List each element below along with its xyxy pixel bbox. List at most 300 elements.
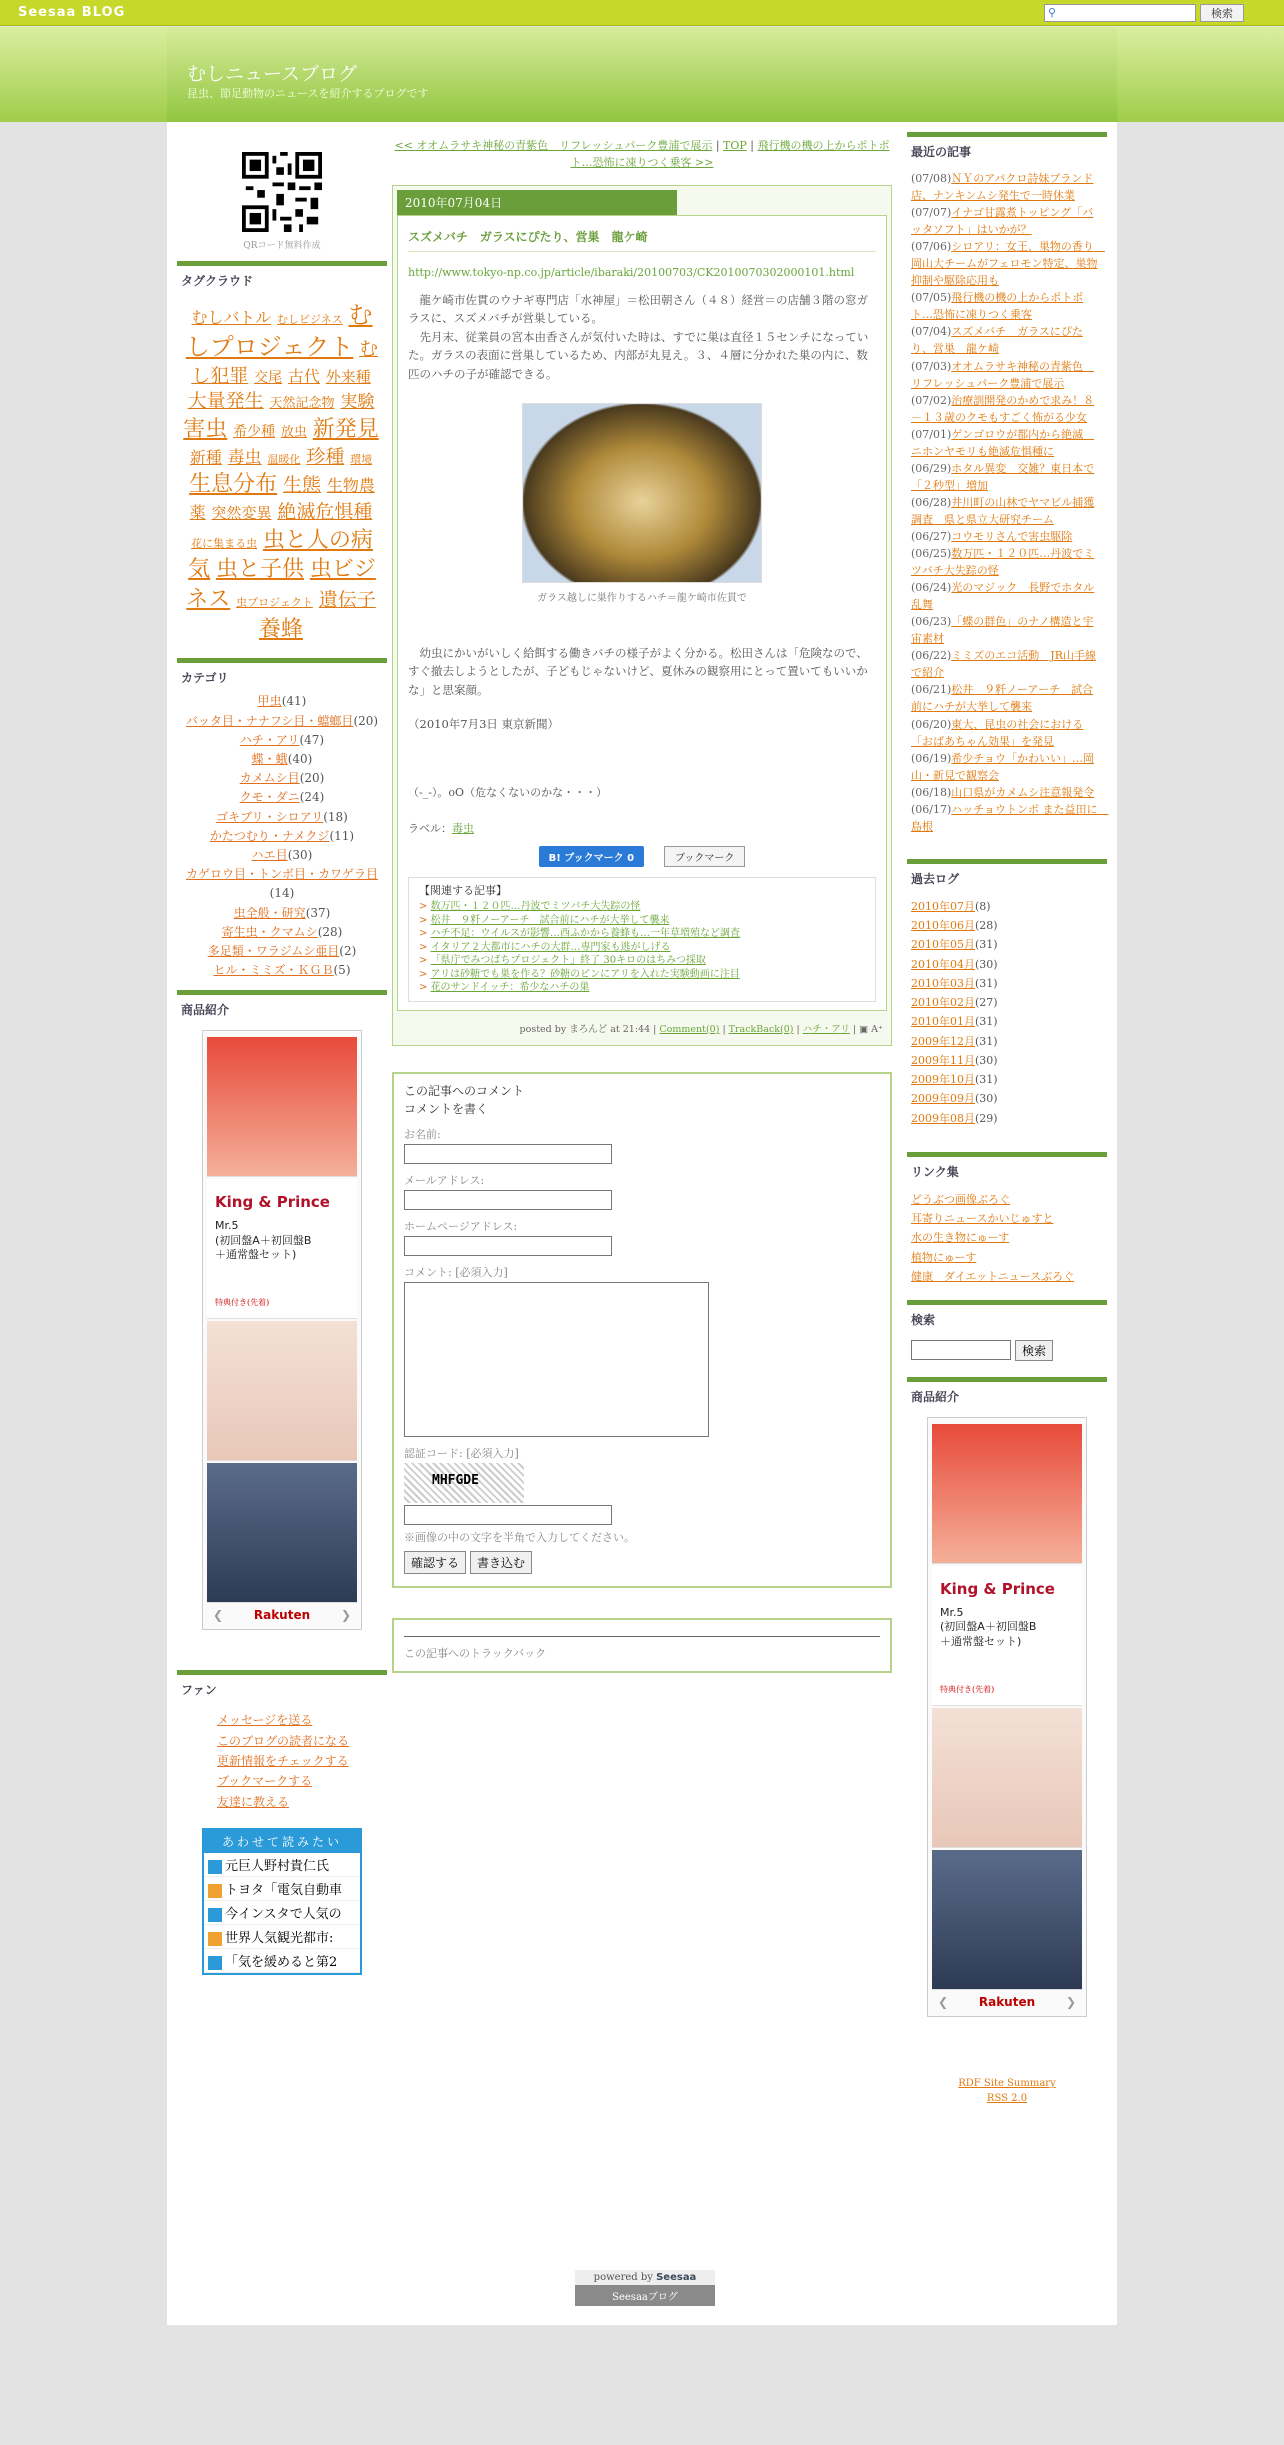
- category-count: (40): [287, 752, 313, 767]
- category-item: [177, 961, 387, 980]
- recent-item: [911, 289, 1103, 323]
- rakuten-widget: [202, 1030, 362, 1630]
- captcha-note: ※画像の中の文字を半角で入力してください。: [404, 1530, 635, 1544]
- side-search-box: [907, 1300, 1107, 1367]
- recent-item: [911, 170, 1103, 204]
- recent-date: (06/18): [911, 785, 952, 799]
- recent-link[interactable]: 松井 ９粁ノーアーチ 試合前にハチが大挙して襲来: [911, 683, 1094, 714]
- product-note: 特典付き(先着): [215, 1298, 270, 1308]
- recent-link[interactable]: 東大、昆虫の社会における「おばあちゃん効果」を発見: [911, 717, 1084, 748]
- tag-link[interactable]: 新種: [189, 447, 222, 467]
- category-item: [177, 712, 387, 731]
- trackback-box: [392, 1618, 892, 1673]
- recent-link[interactable]: ホタル異変 交雑？東日本で「２秒型」増加: [911, 461, 1095, 492]
- recent-link[interactable]: スズメバチ ガラスにぴたり、営巣 龍ケ崎: [911, 325, 1083, 356]
- recent-date: (07/06): [911, 240, 952, 254]
- recent-item: [911, 426, 1103, 460]
- archive-link[interactable]: 2010年01月: [911, 1015, 975, 1029]
- product-title: 商品紹介: [177, 990, 387, 1024]
- archive-link[interactable]: 2010年04月: [911, 957, 975, 971]
- archive-count: (31): [975, 1073, 998, 1087]
- category-link[interactable]: カゲロウ目・トンボ目・カワゲラ目: [185, 867, 378, 882]
- top-search-input[interactable]: [1044, 4, 1196, 22]
- tag-link[interactable]: むし犯罪: [191, 338, 379, 387]
- tag-link[interactable]: 毒虫: [227, 447, 262, 468]
- link-item: [911, 1209, 1103, 1228]
- archive-count: (8): [975, 899, 991, 913]
- comment-label: コメント: [必須入力]: [404, 1265, 508, 1279]
- awase-text: 今インスタで人気の: [225, 1907, 342, 1923]
- submit-button[interactable]: 書き込む: [470, 1551, 532, 1574]
- name-label: お名前:: [404, 1127, 441, 1141]
- tag-link[interactable]: 温暖化: [267, 452, 301, 466]
- external-link[interactable]: 植物にゅーす: [911, 1250, 977, 1264]
- archive-link[interactable]: 2010年05月: [911, 938, 975, 952]
- recent-item: [911, 579, 1103, 613]
- recent-item: [911, 460, 1103, 494]
- recent-link[interactable]: オオムラサキ神秘の青紫色 リフレッシュパーク豊浦で展示: [911, 359, 1094, 390]
- tag-link[interactable]: 生物農薬: [189, 476, 375, 523]
- related-item: [419, 900, 865, 914]
- archive-count: (29): [975, 1111, 998, 1125]
- fan-title: ファン: [177, 1670, 387, 1704]
- archive-link[interactable]: 2010年02月: [911, 996, 975, 1010]
- archive-link[interactable]: 2009年12月: [911, 1034, 975, 1048]
- category-count: (24): [299, 790, 325, 805]
- related-link[interactable]: ハチ不足：ウイルスが影響…西ふかから養蜂も…一年草増殖など調査: [430, 928, 740, 940]
- category-link[interactable]: ゴキブリ・シロアリ: [216, 809, 324, 824]
- recent-link[interactable]: 山口県がカメムシ注意報発令: [951, 785, 1095, 799]
- tag-link[interactable]: 珍種: [306, 445, 345, 468]
- fan-link[interactable]: メッセージを送る: [217, 1713, 313, 1728]
- tag-link[interactable]: 虫と人の病気: [188, 527, 373, 583]
- recent-date: (06/22): [911, 649, 952, 663]
- search-icon: ⚲: [1048, 6, 1057, 19]
- mail-label: メールアドレス:: [404, 1173, 485, 1187]
- tag-link[interactable]: 実験: [340, 392, 375, 413]
- archive-count: (27): [975, 996, 998, 1010]
- blog-entry: [392, 185, 892, 1046]
- awase-item[interactable]: [204, 1853, 360, 1877]
- tag-link[interactable]: むしプロジェクト: [185, 301, 373, 362]
- fan-item: [197, 1771, 367, 1791]
- recent-link[interactable]: 井川町の山林でヤマビル捕獲調査 県と県立大研究チーム: [911, 495, 1095, 526]
- recent-date: (06/21): [911, 683, 952, 697]
- awase-item[interactable]: [204, 1901, 360, 1925]
- archive-link[interactable]: 2010年06月: [911, 919, 975, 933]
- category-link[interactable]: カメムシ目: [239, 771, 300, 786]
- category-link[interactable]: ヒル・ミミズ・ＫＧＢ: [213, 963, 334, 978]
- product-item[interactable]: [207, 1037, 357, 1177]
- category-item: [177, 942, 387, 961]
- category-item: [177, 788, 387, 807]
- recent-link[interactable]: ゲンゴロウが都内から絶滅 ニホンヤモリも絶滅危惧種に: [911, 427, 1095, 458]
- recent-item: [911, 716, 1103, 750]
- archive-item: [911, 897, 1103, 916]
- recent-date: (07/07): [911, 206, 952, 220]
- awase-text: 世界人気観光都市:: [225, 1931, 334, 1947]
- awase-list: [204, 1853, 360, 1973]
- entry-paragraph: 龍ケ崎市佐貫のウナギ専門店「水神屋」＝松田朝さん（４８）経営＝の店舗３階の窓ガラスに、スズメバチが営巣している。: [408, 293, 868, 326]
- feed-icon: [208, 1956, 222, 1970]
- tag-link[interactable]: 大量発生: [187, 390, 264, 413]
- category-item: [177, 846, 387, 865]
- link-item: [911, 1228, 1103, 1247]
- product-item[interactable]: [932, 1850, 1082, 1990]
- seesaa-logo[interactable]: Seesaa BLOG: [18, 5, 126, 20]
- entry-comment: （-_-）。oO（危なくないのかな・・・）: [408, 785, 608, 799]
- awase-item[interactable]: [204, 1877, 360, 1901]
- category-count: (18): [323, 809, 348, 824]
- bookmark-buttons: [408, 846, 876, 867]
- category-count: (47): [299, 732, 325, 747]
- recent-item: [911, 238, 1103, 289]
- tag-link[interactable]: 虫ビジネス: [186, 557, 376, 613]
- fan-item: [197, 1792, 367, 1812]
- top-search-button[interactable]: 検索: [1200, 4, 1244, 22]
- feed-icon: [208, 1860, 222, 1874]
- recent-link[interactable]: 治療訓開発のかめで求み！８－１３歳のクモもすごく怖がる少女: [911, 393, 1095, 424]
- comment-textarea[interactable]: [404, 1282, 709, 1437]
- related-item: [419, 914, 865, 928]
- camera-icon[interactable]: ▣: [859, 1023, 869, 1035]
- recent-item: [911, 801, 1109, 835]
- recent-link[interactable]: ミミズのエコ活動 JR山手線で紹介: [911, 649, 1096, 680]
- category-item: [177, 731, 387, 750]
- name-field[interactable]: [404, 1144, 612, 1164]
- related-link[interactable]: 花のサンドイッチ：希少なハチの巣: [430, 982, 590, 994]
- fan-item: [197, 1751, 367, 1771]
- category-link[interactable]: 虫全般・研究: [233, 905, 306, 920]
- related-link[interactable]: 数万匹・１２０匹…丹波でミツバチ大失踪の怪: [430, 901, 641, 913]
- photo-caption: ガラス越しに巣作りするハチ＝龍ケ崎市佐貫で: [537, 592, 747, 604]
- archive-title: 過去ログ: [907, 859, 1107, 893]
- email-field[interactable]: [404, 1190, 612, 1210]
- archive-count: (31): [975, 976, 998, 990]
- category-title: カテゴリ: [177, 658, 387, 692]
- tag-link[interactable]: むしビジネス: [277, 313, 343, 326]
- archive-item: [911, 935, 1103, 954]
- feed-icon: [208, 1884, 222, 1898]
- fan-link[interactable]: 更新情報をチェックする: [217, 1754, 349, 1769]
- external-link[interactable]: 水の生き物にゅーす: [911, 1231, 1010, 1245]
- fan-item: [197, 1731, 367, 1751]
- archive-count: (30): [975, 1092, 998, 1106]
- tag-link[interactable]: 古代: [287, 366, 320, 386]
- blog-title[interactable]: むしニュースブログ: [187, 63, 358, 85]
- archive-item: [911, 1109, 1103, 1128]
- recent-item: [911, 528, 1103, 545]
- recent-link[interactable]: イナゴ甘露煮トッピング「バッタソフト」はいかが？: [911, 206, 1094, 237]
- related-item: [419, 981, 865, 995]
- archive-count: (30): [975, 957, 998, 971]
- product-item[interactable]: [207, 1179, 357, 1319]
- recent-link[interactable]: 希少チョウ「かわいい」…岡山・新見で観察会: [911, 751, 1094, 782]
- archive-count: (31): [975, 1034, 998, 1048]
- tag-link[interactable]: むしバトル: [191, 308, 272, 327]
- archive-item: [911, 1032, 1103, 1051]
- category-item: [177, 750, 387, 769]
- category-link[interactable]: ハチ・アリ: [239, 732, 300, 747]
- comment-subheading: コメントを書く: [404, 1101, 489, 1116]
- entry-source: （2010年7月3日 東京新聞）: [408, 717, 560, 732]
- tag-link[interactable]: 花に集まる虫: [191, 536, 258, 550]
- qr-caption[interactable]: QRコード無料作成: [243, 241, 321, 251]
- category-item: [177, 827, 387, 846]
- source-url-link[interactable]: http://www.tokyo-np.co.jp/article/ibaraki/20100703/CK2010070302000101.html: [408, 266, 855, 279]
- divider: [404, 1636, 880, 1637]
- category-count: (37): [305, 905, 331, 920]
- link-item: [911, 1267, 1103, 1286]
- confirm-button[interactable]: 確認する: [404, 1551, 466, 1574]
- related-link[interactable]: 「県庁でみつばちプロジェクト」終了 30キロのはちみつ採取: [430, 955, 706, 967]
- recent-item: [911, 784, 1103, 801]
- category-link[interactable]: かたつむり・ナメクジ: [209, 828, 330, 843]
- tag-link[interactable]: 希少種: [233, 424, 276, 441]
- tag-link[interactable]: 放虫: [280, 425, 307, 441]
- category-link[interactable]: ハチ・アリ: [802, 1023, 850, 1035]
- rdf-link[interactable]: RDF Site Summary: [958, 2078, 1056, 2090]
- recent-date: (06/17): [911, 802, 952, 816]
- recent-item: [911, 494, 1103, 528]
- recent-item: [911, 545, 1103, 579]
- feed-icon: [208, 1908, 222, 1922]
- nav-top-link[interactable]: TOP: [723, 139, 747, 152]
- archive-item: [911, 916, 1103, 935]
- tag-cloud: [177, 295, 387, 648]
- archive-item: [911, 955, 1103, 974]
- tag-link[interactable]: 天然記念物: [269, 396, 335, 412]
- trackback-link[interactable]: TrackBack(0): [728, 1023, 794, 1035]
- comment-form: [392, 1072, 892, 1588]
- category-item: [177, 769, 387, 788]
- recent-list: [907, 166, 1107, 839]
- awase-item[interactable]: [204, 1949, 360, 1973]
- category-item: [177, 808, 387, 827]
- powered-by-logo[interactable]: powered by Seesaa: [575, 2270, 715, 2285]
- tag-link[interactable]: 新発見: [312, 417, 379, 443]
- fan-link[interactable]: 友達に教える: [217, 1794, 290, 1809]
- right-product-title: 商品紹介: [907, 1377, 1107, 1411]
- blog-description: 昆虫、節足動物のニュースを紹介するブログです: [187, 87, 429, 100]
- fan-link[interactable]: ブックマークする: [217, 1774, 313, 1789]
- related-link[interactable]: イタリア２大都市にハチの大群…専門家も逃がしげる: [430, 941, 671, 953]
- bookmark-button[interactable]: ブックマーク: [664, 846, 745, 867]
- product-item[interactable]: [932, 1566, 1082, 1706]
- tag-link[interactable]: 突然変異: [211, 504, 272, 523]
- post-footer: posted by まろんど at 21:44 | Comment(0) | TrackBack(0) | ハチ・アリ | ▣ A⁺: [519, 1023, 883, 1035]
- next-arrow-icon[interactable]: ❯: [1065, 1995, 1076, 2010]
- tag-link[interactable]: 遺伝子: [318, 589, 376, 612]
- entry-paragraph: 幼虫にかいがいしく給餌する働きバチの様子がよく分かる。松田さんは「危険なので、すぐ撤去しようとしたが、子どもじゃないけど、夏休みの観察用にとって置いてもいいかな」と思案顔。: [408, 645, 868, 697]
- category-link[interactable]: 甲虫: [257, 694, 282, 709]
- product-subtitle: Mr.5 (初回盤A＋初回盤B ＋通常盤セット): [940, 1606, 1037, 1648]
- recent-date: (06/28): [911, 495, 952, 509]
- rakuten-footer: [207, 1605, 357, 1625]
- recent-date: (06/20): [911, 717, 952, 731]
- recent-link[interactable]: シロアリ：女王、巣物の香り 岡山大チームがフェロモン特定、巣物抑制や駆除応用も: [911, 240, 1105, 288]
- archive-item: [911, 1070, 1103, 1089]
- prev-arrow-icon[interactable]: ❮: [938, 1995, 949, 2010]
- archive-count: (28): [975, 919, 998, 933]
- recent-link[interactable]: コウモリさんで害虫駆除: [951, 529, 1073, 543]
- archive-list: [907, 893, 1107, 1132]
- hatena-bookmark-button[interactable]: B! ブックマーク 0: [539, 846, 644, 867]
- next-arrow-icon[interactable]: ❯: [340, 1608, 351, 1623]
- recent-link[interactable]: 「蝶の群色」のナノ構造と宇宙素材: [911, 615, 1094, 646]
- recent-date: (06/19): [911, 751, 952, 765]
- tag-link[interactable]: 虫プロジェクト: [236, 596, 313, 610]
- fan-item: [197, 1710, 367, 1730]
- recent-item: [911, 323, 1103, 357]
- rss2-link[interactable]: RSS 2.0: [986, 2092, 1028, 2104]
- recent-date: (07/03): [911, 359, 952, 373]
- category-count: (14): [269, 886, 295, 901]
- seesaa-blog-link[interactable]: Seesaaブログ: [575, 2285, 715, 2306]
- recent-item: [911, 204, 1103, 238]
- side-search-button[interactable]: 検索: [1015, 1340, 1053, 1361]
- tag-link[interactable]: 絶滅危惧種: [277, 501, 373, 524]
- link-item: [911, 1190, 1103, 1209]
- category-count: (30): [287, 847, 313, 862]
- category-count: (41): [281, 694, 307, 709]
- awase-item[interactable]: [204, 1925, 360, 1949]
- recent-item: [911, 392, 1103, 426]
- links-box: [907, 1152, 1107, 1290]
- label-link[interactable]: 毒虫: [452, 821, 474, 835]
- links-list: [907, 1186, 1107, 1290]
- archive-link[interactable]: 2009年10月: [911, 1073, 975, 1087]
- archive-item: [911, 993, 1103, 1012]
- product-subtitle: Mr.5 (初回盤A＋初回盤B ＋通常盤セット): [215, 1219, 312, 1261]
- recent-date: (07/04): [911, 325, 952, 339]
- tag-link[interactable]: 養蜂: [258, 616, 303, 642]
- recent-link[interactable]: 光のマジック 長野でホタル乱舞: [911, 581, 1095, 612]
- tag-link[interactable]: 環境: [350, 452, 373, 466]
- recent-item: [911, 358, 1103, 392]
- captcha-field[interactable]: [404, 1505, 612, 1525]
- product-item[interactable]: [207, 1321, 357, 1461]
- archive-link[interactable]: 2010年03月: [911, 976, 975, 990]
- related-link[interactable]: 松井 ９粁ノーアーチ 試合前にハチが大挙して襲来: [430, 914, 670, 926]
- label-prefix: ラベル：: [408, 821, 452, 835]
- category-link[interactable]: クモ・ダニ: [239, 790, 300, 805]
- product-title-text: King & Prince: [940, 1580, 1055, 1599]
- homepage-label: ホームページアドレス:: [404, 1219, 518, 1233]
- recent-link[interactable]: 数万匹・１２０匹…丹波でミツバチ大失踪の怪: [911, 547, 1095, 578]
- category-item: [177, 923, 387, 942]
- related-link[interactable]: アリは砂糖でも巣を作る？砂糖のピンにアリを入れた実験動画に注目: [430, 968, 740, 980]
- category-count: (20): [353, 713, 379, 728]
- related-item: [419, 941, 865, 955]
- form-buttons: [404, 1551, 880, 1574]
- tag-link[interactable]: 生息分布: [189, 472, 278, 498]
- archive-item: [911, 1051, 1103, 1070]
- archive-link[interactable]: 2009年11月: [911, 1053, 975, 1067]
- archive-link[interactable]: 2010年07月: [911, 899, 975, 913]
- nav-prev-link[interactable]: << オオムラサキ神秘の青紫色 リフレッシュパーク豊浦で展示: [394, 139, 713, 152]
- tag-link[interactable]: 虫と子供: [215, 557, 304, 583]
- tag-cloud-box: [177, 261, 387, 648]
- category-box: [177, 658, 387, 980]
- comment-link[interactable]: Comment(0): [659, 1023, 720, 1035]
- category-link[interactable]: 多足類・ワラジムシ亜目: [207, 943, 340, 958]
- fan-link[interactable]: このブログの読者になる: [217, 1733, 350, 1748]
- side-search-input[interactable]: [911, 1340, 1011, 1360]
- product-item[interactable]: [932, 1424, 1082, 1564]
- product-item[interactable]: [932, 1708, 1082, 1848]
- recent-date: (07/08): [911, 172, 952, 185]
- archive-count: (30): [975, 1053, 998, 1067]
- awase-text: 「気を緩めると第2: [225, 1955, 338, 1971]
- category-count: (5): [333, 963, 351, 978]
- category-link[interactable]: ハエ目: [251, 847, 288, 862]
- rakuten-logo[interactable]: Rakuten: [978, 1995, 1036, 2010]
- product-title-text: King & Prince: [215, 1193, 330, 1212]
- entry-title[interactable]: スズメバチ ガラスにぴたり、営巣 龍ケ崎: [408, 224, 876, 252]
- recent-item: [911, 647, 1103, 681]
- tag-link[interactable]: 生態: [282, 474, 321, 497]
- external-link[interactable]: どうぶつ画像ぶろぐ: [911, 1192, 1010, 1206]
- nav-next-link[interactable]: 飛行機の機の上からポトポト…恐怖に凍りつく乗客 >>: [570, 139, 890, 169]
- rakuten-widget: [927, 1417, 1087, 2017]
- entry-nav: << オオムラサキ神秘の青紫色 リフレッシュパーク豊浦で展示 | TOP | 飛行機の機の上からポトポト…恐怖に凍りつく乗客 >>: [394, 139, 890, 169]
- category-link[interactable]: バッタ目・ナナフシ目・蟷螂目: [185, 713, 354, 728]
- homepage-field[interactable]: [404, 1236, 612, 1256]
- external-link[interactable]: 耳寄りニュースかいじゅすと: [911, 1212, 1054, 1226]
- category-count: (11): [329, 828, 355, 843]
- comment-heading: この記事へのコメント: [404, 1083, 525, 1098]
- archive-count: (31): [975, 1015, 998, 1029]
- external-link[interactable]: 健康 ダイエットニュースぶろぐ: [911, 1269, 1075, 1283]
- category-item: [177, 692, 387, 711]
- awase-widget: [202, 1828, 362, 1975]
- page: [167, 122, 1117, 2325]
- archive-item: [911, 1012, 1103, 1031]
- archive-item: [911, 1089, 1103, 1108]
- archive-link[interactable]: 2009年08月: [911, 1111, 975, 1125]
- archive-link[interactable]: 2009年09月: [911, 1092, 975, 1106]
- recent-date: (06/24): [911, 581, 952, 595]
- tag-link[interactable]: 外来種: [325, 367, 371, 386]
- qr-code-block: [177, 122, 387, 251]
- powered-by: [575, 2270, 715, 2306]
- product-note: 特典付き(先着): [940, 1685, 995, 1695]
- category-link[interactable]: 寄生虫・クマムシ: [221, 924, 318, 939]
- recent-link[interactable]: ハッチョウトンボ また益田に 島根: [911, 802, 1109, 833]
- hornet-nest-photo[interactable]: [522, 403, 762, 583]
- recent-link[interactable]: 飛行機の機の上からポトポト…恐怖に凍りつく乗客: [911, 291, 1084, 322]
- product-item[interactable]: [207, 1463, 357, 1603]
- tag-link[interactable]: 害虫: [183, 417, 228, 443]
- rakuten-logo[interactable]: Rakuten: [253, 1608, 311, 1623]
- category-link[interactable]: 蝶・蛾: [251, 752, 288, 767]
- recent-link[interactable]: ＮＹのアパクロ詩妹ブランド店、ナンキンムシ発生で一時休業: [911, 172, 1094, 203]
- prev-arrow-icon[interactable]: ❮: [213, 1608, 224, 1623]
- recent-item: [911, 613, 1103, 647]
- tag-link[interactable]: 交尾: [254, 369, 283, 386]
- post-meta: posted by まろんど at 21:44: [519, 1023, 651, 1035]
- archive-box: [907, 859, 1107, 1132]
- font-size-icon[interactable]: A⁺: [871, 1023, 883, 1035]
- archive-count: (31): [975, 938, 998, 952]
- right-product-box: [907, 1377, 1107, 2017]
- recent-title: 最近の記事: [907, 132, 1107, 166]
- rakuten-footer: [932, 1992, 1082, 2012]
- recent-date: (07/01): [911, 427, 952, 441]
- link-item: [911, 1248, 1103, 1267]
- recent-date: (07/05): [911, 291, 952, 305]
